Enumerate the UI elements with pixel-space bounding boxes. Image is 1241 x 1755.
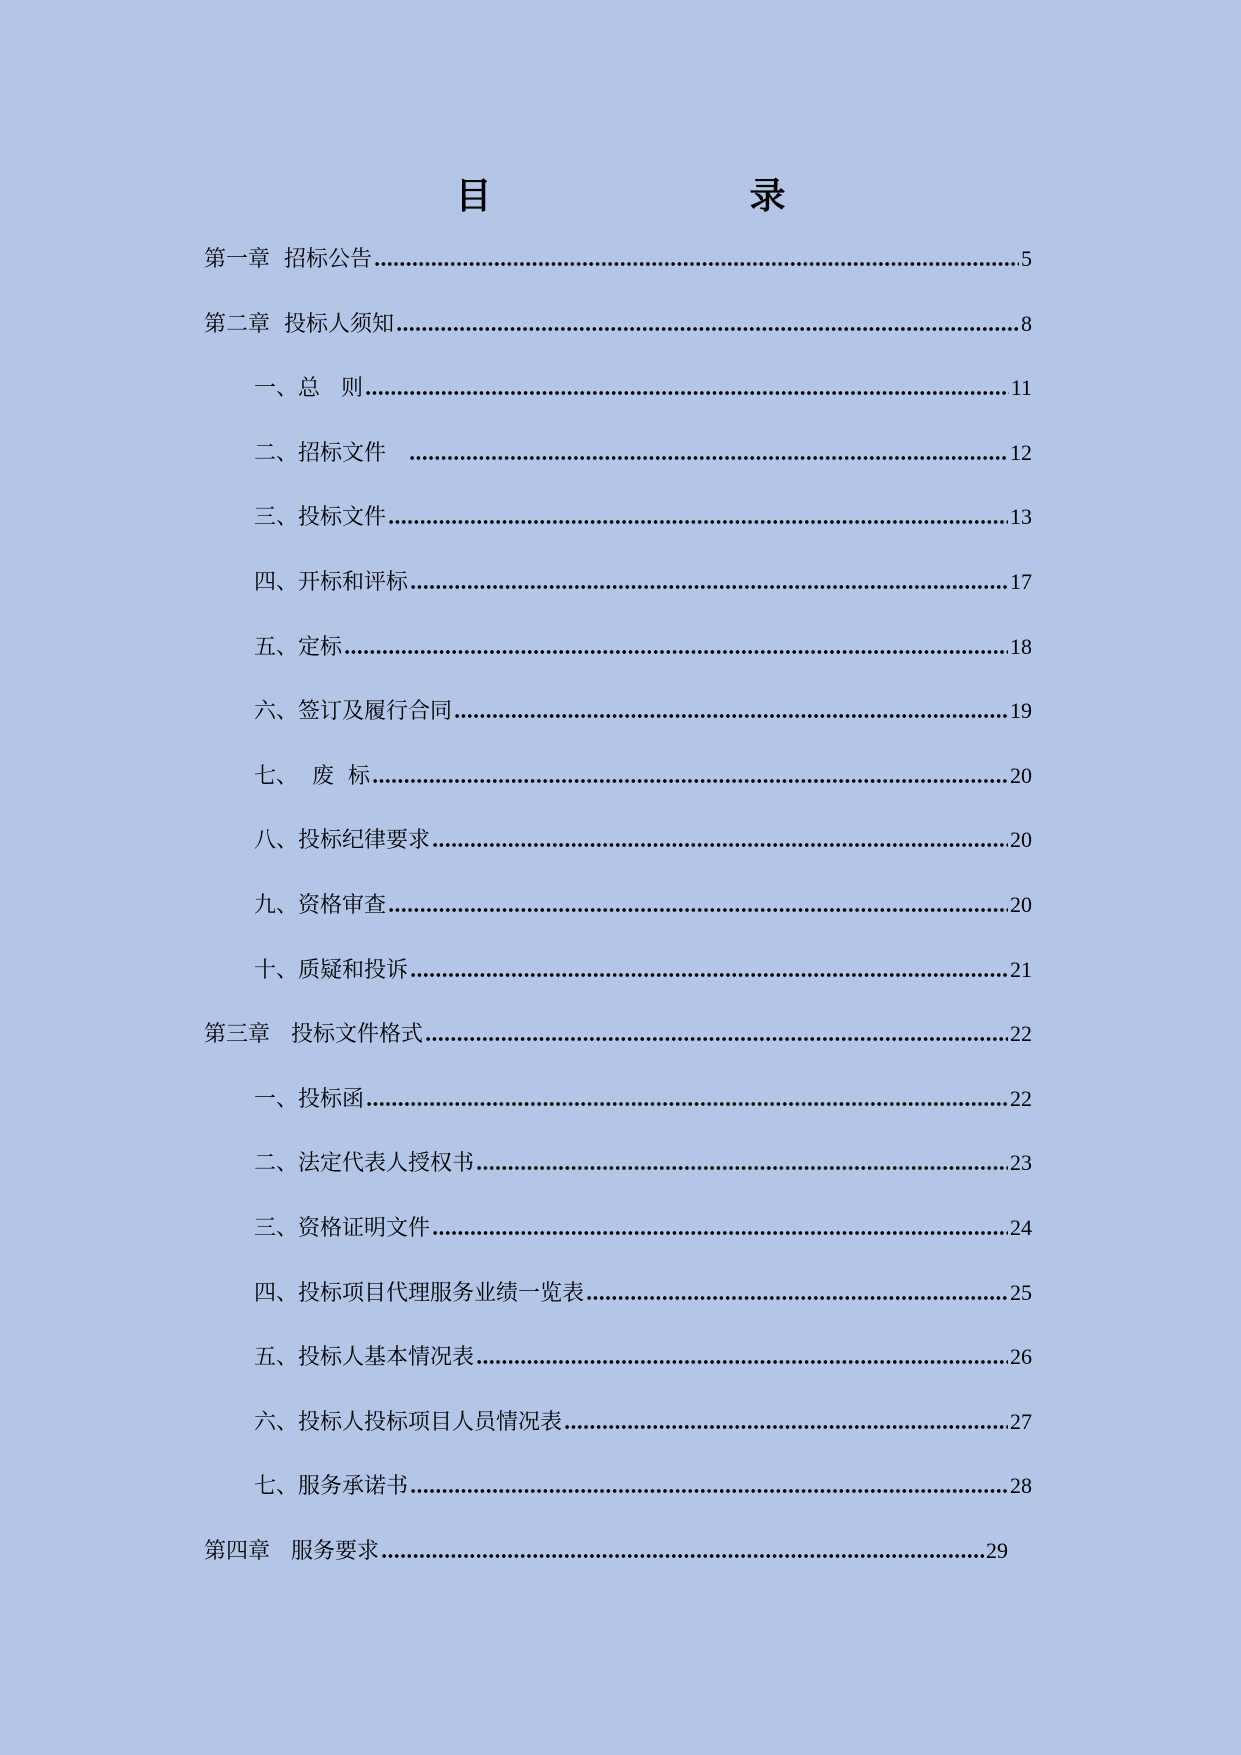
toc-entry-label: 第二章 投标人须知	[204, 311, 394, 337]
toc-page-number: 22	[1010, 1085, 1032, 1111]
toc-leader-dots	[372, 763, 1008, 787]
toc-title: 目 录	[455, 175, 848, 217]
toc-page-number: 5	[1021, 246, 1032, 271]
toc-entry[interactable]	[204, 371, 1032, 436]
toc-leader-dots	[432, 827, 1008, 851]
toc-entry[interactable]	[204, 242, 1032, 307]
toc-leader-dots	[374, 246, 1019, 270]
toc-entry-label: 六、签订及履行合同	[254, 699, 453, 725]
toc-page-number: 20	[1010, 891, 1032, 917]
toc-page-number: 17	[1010, 568, 1032, 594]
toc-page-number: 20	[1010, 827, 1032, 853]
toc-entry-label: 第一章 招标公告	[204, 247, 372, 272]
toc-entry[interactable]	[204, 565, 1032, 630]
toc-leader-dots	[365, 375, 1009, 399]
toc-entry[interactable]	[204, 1082, 1032, 1147]
toc-page-number: 28	[1010, 1473, 1032, 1499]
toc-entry[interactable]	[204, 1405, 1032, 1470]
toc-page-number: 11	[1010, 375, 1032, 401]
toc-entry-label: 七、服务承诺书	[254, 1474, 409, 1500]
toc-entry[interactable]	[204, 1469, 1032, 1534]
toc-entry-label: 一、投标函	[254, 1086, 365, 1112]
toc-entry[interactable]	[204, 888, 1032, 953]
toc-entry-label: 六、投标人投标项目人员情况表	[254, 1409, 563, 1435]
toc-entry-label: 三、资格证明文件	[254, 1215, 431, 1241]
toc-entry[interactable]	[204, 759, 1032, 824]
toc-entry-label: 四、开标和评标	[254, 569, 409, 595]
toc-entry[interactable]	[204, 307, 1032, 372]
toc-entry-label: 二、法定代表人授权书	[254, 1151, 475, 1177]
toc-leader-dots	[454, 698, 1008, 722]
toc-entry[interactable]	[204, 500, 1032, 565]
toc-entry-label: 五、投标人基本情况表	[254, 1345, 475, 1371]
toc-leader-dots	[396, 311, 1019, 335]
toc-leader-dots	[432, 1215, 1008, 1239]
toc-entry[interactable]	[204, 823, 1032, 888]
toc-entry[interactable]	[204, 1211, 1032, 1276]
toc-page-number: 26	[1010, 1344, 1032, 1370]
toc-leader-dots	[410, 1473, 1008, 1497]
toc-page-number: 21	[1010, 956, 1032, 982]
toc-entry-label: 三、投标文件	[254, 505, 387, 531]
toc-entry-label: 第四章 服务要求	[204, 1538, 379, 1564]
toc-leader-dots	[344, 634, 1008, 658]
toc-leader-dots	[476, 1150, 1008, 1174]
toc-leader-dots	[564, 1409, 1008, 1433]
toc-entry[interactable]	[204, 436, 1032, 501]
toc-page-number: 20	[1010, 762, 1032, 788]
toc-entry-label: 七、 废 标	[254, 763, 370, 789]
toc-page-number: 8	[1021, 310, 1032, 336]
toc-entry[interactable]	[204, 1340, 1032, 1405]
toc-entry[interactable]	[204, 694, 1032, 759]
toc-entry-label: 八、投标纪律要求	[254, 828, 431, 854]
toc-page-number: 23	[1010, 1150, 1032, 1176]
toc-entry[interactable]	[204, 630, 1032, 695]
toc-entry[interactable]	[204, 1017, 1032, 1082]
toc-page-number: 18	[1010, 633, 1032, 659]
toc-page-number: 24	[1010, 1214, 1032, 1240]
toc-leader-dots	[476, 1344, 1008, 1368]
toc-entry-label: 四、投标项目代理服务业绩一览表	[254, 1280, 585, 1306]
toc-page-number: 12	[1010, 439, 1032, 465]
toc-leader-dots	[410, 569, 1008, 593]
toc-entry-label: 五、定标	[254, 634, 343, 660]
toc-page-number: 29	[986, 1537, 1008, 1563]
toc-leader-dots	[381, 1538, 984, 1562]
toc-page-number: 27	[1010, 1408, 1032, 1434]
toc-entry-label: 九、资格审查	[254, 892, 387, 918]
toc-leader-dots	[410, 957, 1008, 981]
toc-leader-dots	[586, 1280, 1008, 1304]
table-of-contents	[204, 242, 1032, 1598]
toc-entry[interactable]	[204, 1534, 1008, 1599]
toc-leader-dots	[366, 1086, 1008, 1110]
toc-page-number: 25	[1010, 1279, 1032, 1305]
toc-leader-dots	[425, 1021, 1008, 1045]
toc-leader-dots	[409, 440, 1008, 464]
toc-page-number: 19	[1010, 698, 1032, 724]
toc-leader-dots	[388, 892, 1008, 916]
toc-entry[interactable]	[204, 1146, 1032, 1211]
toc-entry-label: 十、质疑和投诉	[254, 957, 409, 983]
toc-leader-dots	[388, 504, 1008, 528]
toc-entry[interactable]	[204, 1276, 1032, 1341]
toc-entry-label: 二、招标文件	[254, 440, 407, 466]
toc-entry[interactable]	[204, 953, 1032, 1018]
toc-entry-label: 第三章 投标文件格式	[204, 1022, 423, 1048]
toc-page-number: 22	[1010, 1021, 1032, 1047]
toc-entry-label: 一、总 则	[254, 376, 363, 402]
toc-page-number: 13	[1010, 504, 1032, 530]
